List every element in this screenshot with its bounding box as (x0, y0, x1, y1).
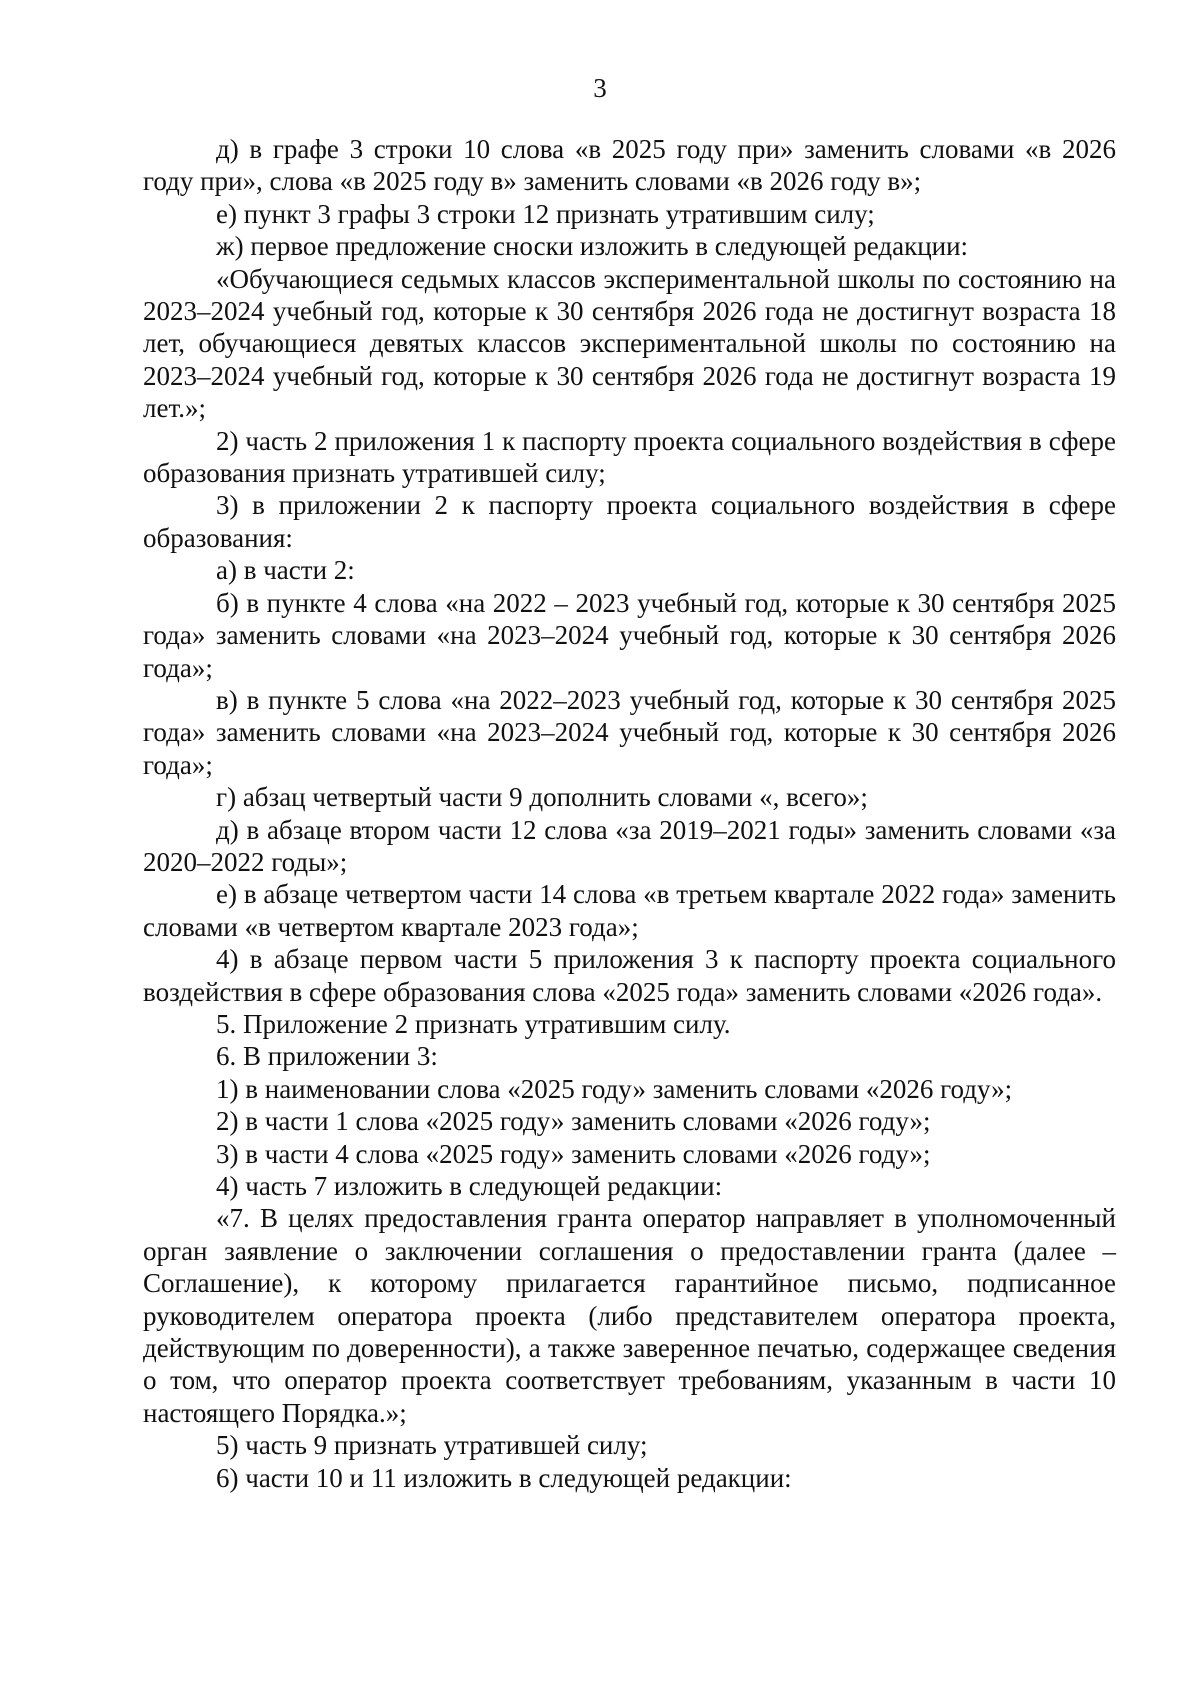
paragraph-a-part-2: а) в части 2: (216, 555, 355, 586)
paragraph-section-5: 5. Приложение 2 признать утратившим силу. (216, 1008, 731, 1039)
paragraph-quoted-part-7: «7. В целях предоставления гранта оператор направляет в уполномоченный орган заявление о заключении соглашения о предоставлении гранта (далее – Соглашение), к которому прилагается гарантийное письмо, подписанное руководителем оператора проекта (либо представителем оператора проекта, действующим по доверенности), а также заверенное печатью, содержащее сведения о том, что оператор проекта соответствует требованиям, указанным в части 10 настоящего Порядка.»; (143, 1203, 1116, 1428)
paragraph-s6-item-3: 3) в части 4 слова «2025 году» заменить словами «2026 году»; (216, 1138, 931, 1169)
paragraph-e-part-14: е) в абзаце четвертом части 14 слова «в третьем квартале 2022 года» заменить словами «в четвертом квартале 2023 года»; (143, 879, 1116, 942)
paragraph-d-grafa-3: д) в графе 3 строки 10 слова «в 2025 году при» заменить словами «в 2026 году при», слова «в 2025 году в» заменить словами «в 2026 году в»; (143, 134, 1116, 197)
paragraph-s6-item-6: 6) части 10 и 11 изложить в следующей редакции: (216, 1462, 792, 1493)
paragraph-s6-item-4: 4) часть 7 изложить в следующей редакции: (216, 1171, 723, 1201)
paragraph-s6-item-5: 5) часть 9 признать утратившей силу; (216, 1430, 648, 1461)
paragraph-v-punkt-5: в) в пункте 5 слова «на 2022–2023 учебный год, которые к 30 сентября 2025 года» заменить словами «на 2023–2024 учебный год, которые к 30 сентября 2026 года»; (143, 684, 1116, 780)
paragraph-s6-item-1: 1) в наименовании слова «2025 году» заменить словами «2026 году»; (216, 1073, 1013, 1104)
paragraph-zh-snoska: ж) первое предложение сноски изложить в следующей редакции: (216, 231, 969, 262)
paragraph-d-part-12: д) в абзаце втором части 12 слова «за 2019–2021 годы» заменить словами «за 2020–2022 годы»; (143, 814, 1116, 877)
document-body (143, 133, 1116, 1494)
paragraph-item-3: 3) в приложении 2 к паспорту проекта социального воздействия в сфере образования: (143, 490, 1116, 553)
paragraph-quoted-footnote: «Обучающиеся седьмых классов экспериментальной школы по состоянию на 2023–2024 учебный год, которые к 30 сентября 2026 года не достигнут возраста 18 лет, обучающиеся девятых классов экспериментальной школы по состоянию на 2023–2024 учебный год, которые к 30 сентября 2026 года не достигнут возраста 19 лет.»; (143, 263, 1116, 424)
paragraph-g-part-9: г) абзац четвертый части 9 дополнить словами «, всего»; (216, 782, 868, 813)
paragraph-e-punkt-3: е) пункт 3 графы 3 строки 12 признать утратившим силу; (216, 198, 875, 229)
paragraph-s6-item-2: 2) в части 1 слова «2025 году» заменить словами «2026 году»; (216, 1106, 931, 1137)
paragraph-section-6: 6. В приложении 3: (216, 1041, 438, 1072)
paragraph-b-punkt-4: б) в пункте 4 слова «на 2022 – 2023 учебный год, которые к 30 сентября 2025 года» заменить словами «на 2023–2024 учебный год, которые к 30 сентября 2026 года»; (143, 587, 1116, 683)
paragraph-item-2: 2) часть 2 приложения 1 к паспорту проекта социального воздействия в сфере образования признать утратившей силу; (143, 425, 1116, 489)
paragraph-item-4: 4) в абзаце первом части 5 приложения 3 к паспорту проекта социального воздействия в сфере образования слова «2025 года» заменить словами «2026 года». (143, 944, 1116, 1007)
page-number: 3 (593, 73, 607, 103)
